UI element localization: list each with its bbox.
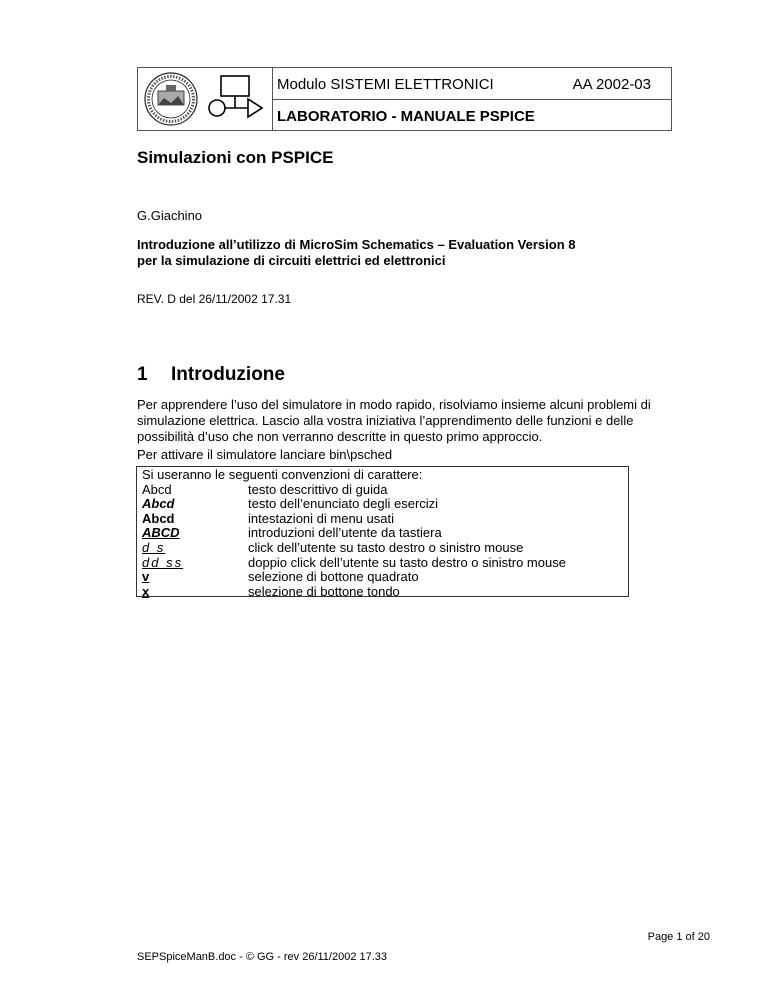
convention-key: v — [142, 569, 150, 585]
convention-key: x — [142, 583, 150, 599]
document-header — [137, 67, 672, 131]
header-divider — [272, 99, 671, 100]
convention-row — [142, 483, 628, 498]
flowchart-logo-icon — [208, 74, 268, 122]
convention-key: Abcd — [142, 481, 172, 497]
university-seal-icon — [142, 71, 200, 127]
section-number: 1 — [137, 364, 148, 385]
document-title: Simulazioni con PSPICE — [137, 148, 334, 167]
page-number: Page 1 of 20 — [647, 931, 710, 943]
convention-key: ABCD — [142, 525, 180, 541]
paragraph-line: possibilità d’uso che non verranno descritte in questo primo approccio. — [137, 429, 543, 444]
lab-title: LABORATORIO - MANUALE PSPICE — [277, 108, 535, 125]
convention-row — [142, 556, 628, 571]
convention-row — [142, 497, 628, 512]
intro-line: Introduzione all’utilizzo di MicroSim Schematics – Evaluation Version 8 — [137, 237, 576, 252]
document-footer: SEPSpiceManB.doc - © GG - rev 26/11/2002 17.33 — [137, 951, 388, 963]
conventions-heading: Si useranno le seguenti convenzioni di carattere: — [142, 467, 423, 482]
academic-year: AA 2002-03 — [572, 76, 651, 93]
convention-desc: click dell’utente su tasto destro o sinistro mouse — [248, 539, 524, 555]
convention-desc: doppio click dell’utente su tasto destro o sinistro mouse — [248, 554, 566, 570]
convention-row — [142, 585, 628, 600]
conventions-box — [136, 466, 629, 597]
convention-key: d s — [142, 539, 166, 555]
section-heading — [137, 364, 285, 386]
paragraph-line: simulazione elettrica. Lascio alla vostra iniziativa l’apprendimento delle funzioni e delle — [137, 413, 634, 428]
convention-desc: selezione di bottone tondo — [248, 583, 400, 599]
convention-desc: testo dell’enunciato degli esercizi — [248, 496, 439, 512]
intro-line: per la simulazione di circuiti elettrici ed elettronici — [137, 253, 446, 268]
paragraph-line: Per apprendere l’uso del simulatore in modo rapido, risolviamo insieme alcuni problemi di — [137, 397, 651, 412]
convention-key: Abcd — [142, 496, 175, 512]
section-paragraph — [137, 397, 667, 445]
convention-row — [142, 526, 628, 541]
convention-desc: testo descrittivo di guida — [248, 481, 388, 497]
convention-row — [142, 570, 628, 585]
convention-desc: intestazioni di menu usati — [248, 510, 394, 526]
revision: REV. D del 26/11/2002 17.31 — [137, 292, 292, 306]
activate-instruction: Per attivare il simulatore lanciare bin\psched — [137, 447, 393, 462]
convention-key: Abcd — [142, 510, 175, 526]
convention-desc: selezione di bottone quadrato — [248, 569, 419, 585]
module-name: Modulo SISTEMI ELETTRONICI — [277, 76, 494, 93]
intro-subtitle — [137, 237, 575, 269]
convention-row — [142, 512, 628, 527]
convention-key: dd ss — [142, 554, 184, 570]
convention-row — [142, 541, 628, 556]
author: G.Giachino — [137, 208, 203, 223]
convention-desc: introduzioni dell’utente da tastiera — [248, 525, 442, 541]
logo-cell — [138, 68, 273, 130]
section-title: Introduzione — [171, 364, 285, 385]
